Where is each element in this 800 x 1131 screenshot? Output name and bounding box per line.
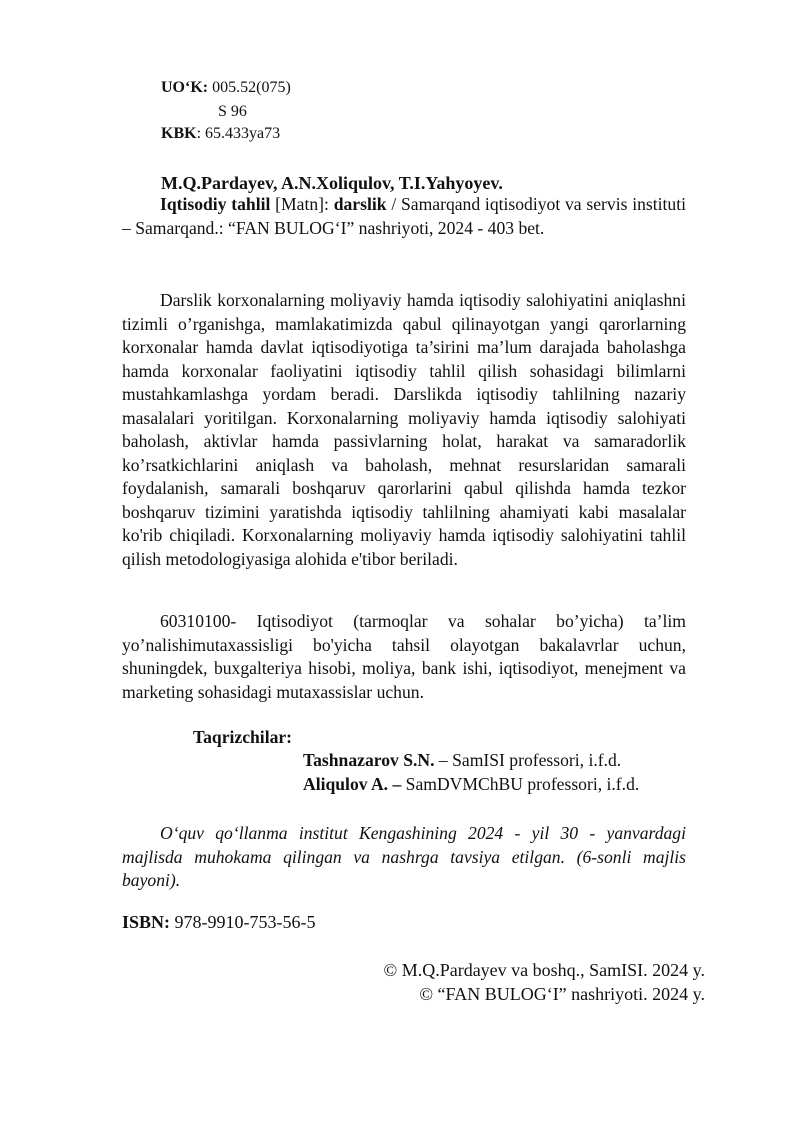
author-mark: S 96 [218,103,247,120]
audience-paragraph: 60310100- Iqtisodiyot (tarmoqlar va sohalar bo’yicha) ta’lim yo’nalishimutaxassisligi bo'yicha tahsil olayotgan bakalavrlar uchun, shuningdek, buxgalteriya hisobi, moliya, bank ishi, iqtisodiyot, menejment va marketing sohasidagi mutaxassislar uchun. [122,611,686,702]
reviewers-title: Taqrizchilar: [193,727,293,747]
uok-line [161,77,291,99]
abstract-paragraph: Darslik korxonalarning moliyaviy hamda iqtisodiy salohiyatini aniqlashni tizimli o’rganishga, mamlakatimizda qabul qilinayotgan yangi qarorlarning korxonalar hamda davlat iqtisodiyotiga ta’sirini ma’lum darajada baholashga hamda korxonalar faoliyatini iqtisodiy tahlil qilish sohasidagi bilimlarni mustahkamlashga yordam beradi. Darslikda iqtisodiy tahlilning nazariy masalalari yoritilgan. Korxonalarning moliyaviy hamda iqtisodiy salohiyati baholash, aktivlar hamda passivlarning holat, harakat va samaradorlik ko’rsatkichlarini aniqlash va baholash, mehnat resurslaridan samarali foydalanish, samarali boshqaruv qarorlarini qabul qilishda hamda tezkor boshqaruv tizimini yaratishda iqtisodiy tahlilning ahamiyati kabi masalalar ko'rib chiqiladi. Korxonalarning moliyaviy hamda iqtisodiy salohiyatini tahlil qilish metodologiyasiga alohida e'tibor beriladi. [122,290,686,569]
reviewer-detail: – SamISI professori, i.f.d. [434,750,622,770]
bibliographic-record [122,193,686,240]
reviewer-detail: SamDVMChBU professori, i.f.d. [401,774,640,794]
book-medium: [Matn]: [270,194,334,214]
approval-note: O‘quv qo‘llanma institut Kengashining 2024 - yil 30 - yanvardagi majlisda muhokama qilingan va nashrga tavsiya etilgan. (6-sonli majlis bayoni). [122,823,686,890]
uok-value: 005.52(075) [208,79,291,96]
kbk-line [161,123,280,145]
isbn-value: 978-9910-753-56-5 [170,912,316,932]
copyright-authors: © M.Q.Pardayev va boshq., SamISI. 2024 y. [383,960,705,980]
kbk-value: : 65.433ya73 [196,125,281,142]
kbk-label: KBK [161,125,197,142]
reviewer-1 [303,748,621,772]
isbn-line [122,912,316,933]
copyright-publisher: © “FAN BULOG‘I” nashriyoti. 2024 y. [419,984,705,1004]
authors-line: M.Q.Pardayev, A.N.Xoliqulov, T.I.Yahyoyev. [161,173,503,193]
reviewer-2 [303,772,639,796]
reviewer-name: Tashnazarov S.N. [303,750,435,770]
book-title: Iqtisodiy tahlil [160,194,271,214]
uok-label: UO‘K: [161,79,209,96]
reviewer-name: Aliqulov A. – [303,774,402,794]
isbn-label: ISBN: [122,912,171,932]
book-type: darslik [333,194,387,214]
publisher-info: / Samarqand iqtisodiyot va servis instituti – Samarqand.: “FAN BULOG‘I” nashriyoti, 2024 - 403 bet. [122,194,686,238]
